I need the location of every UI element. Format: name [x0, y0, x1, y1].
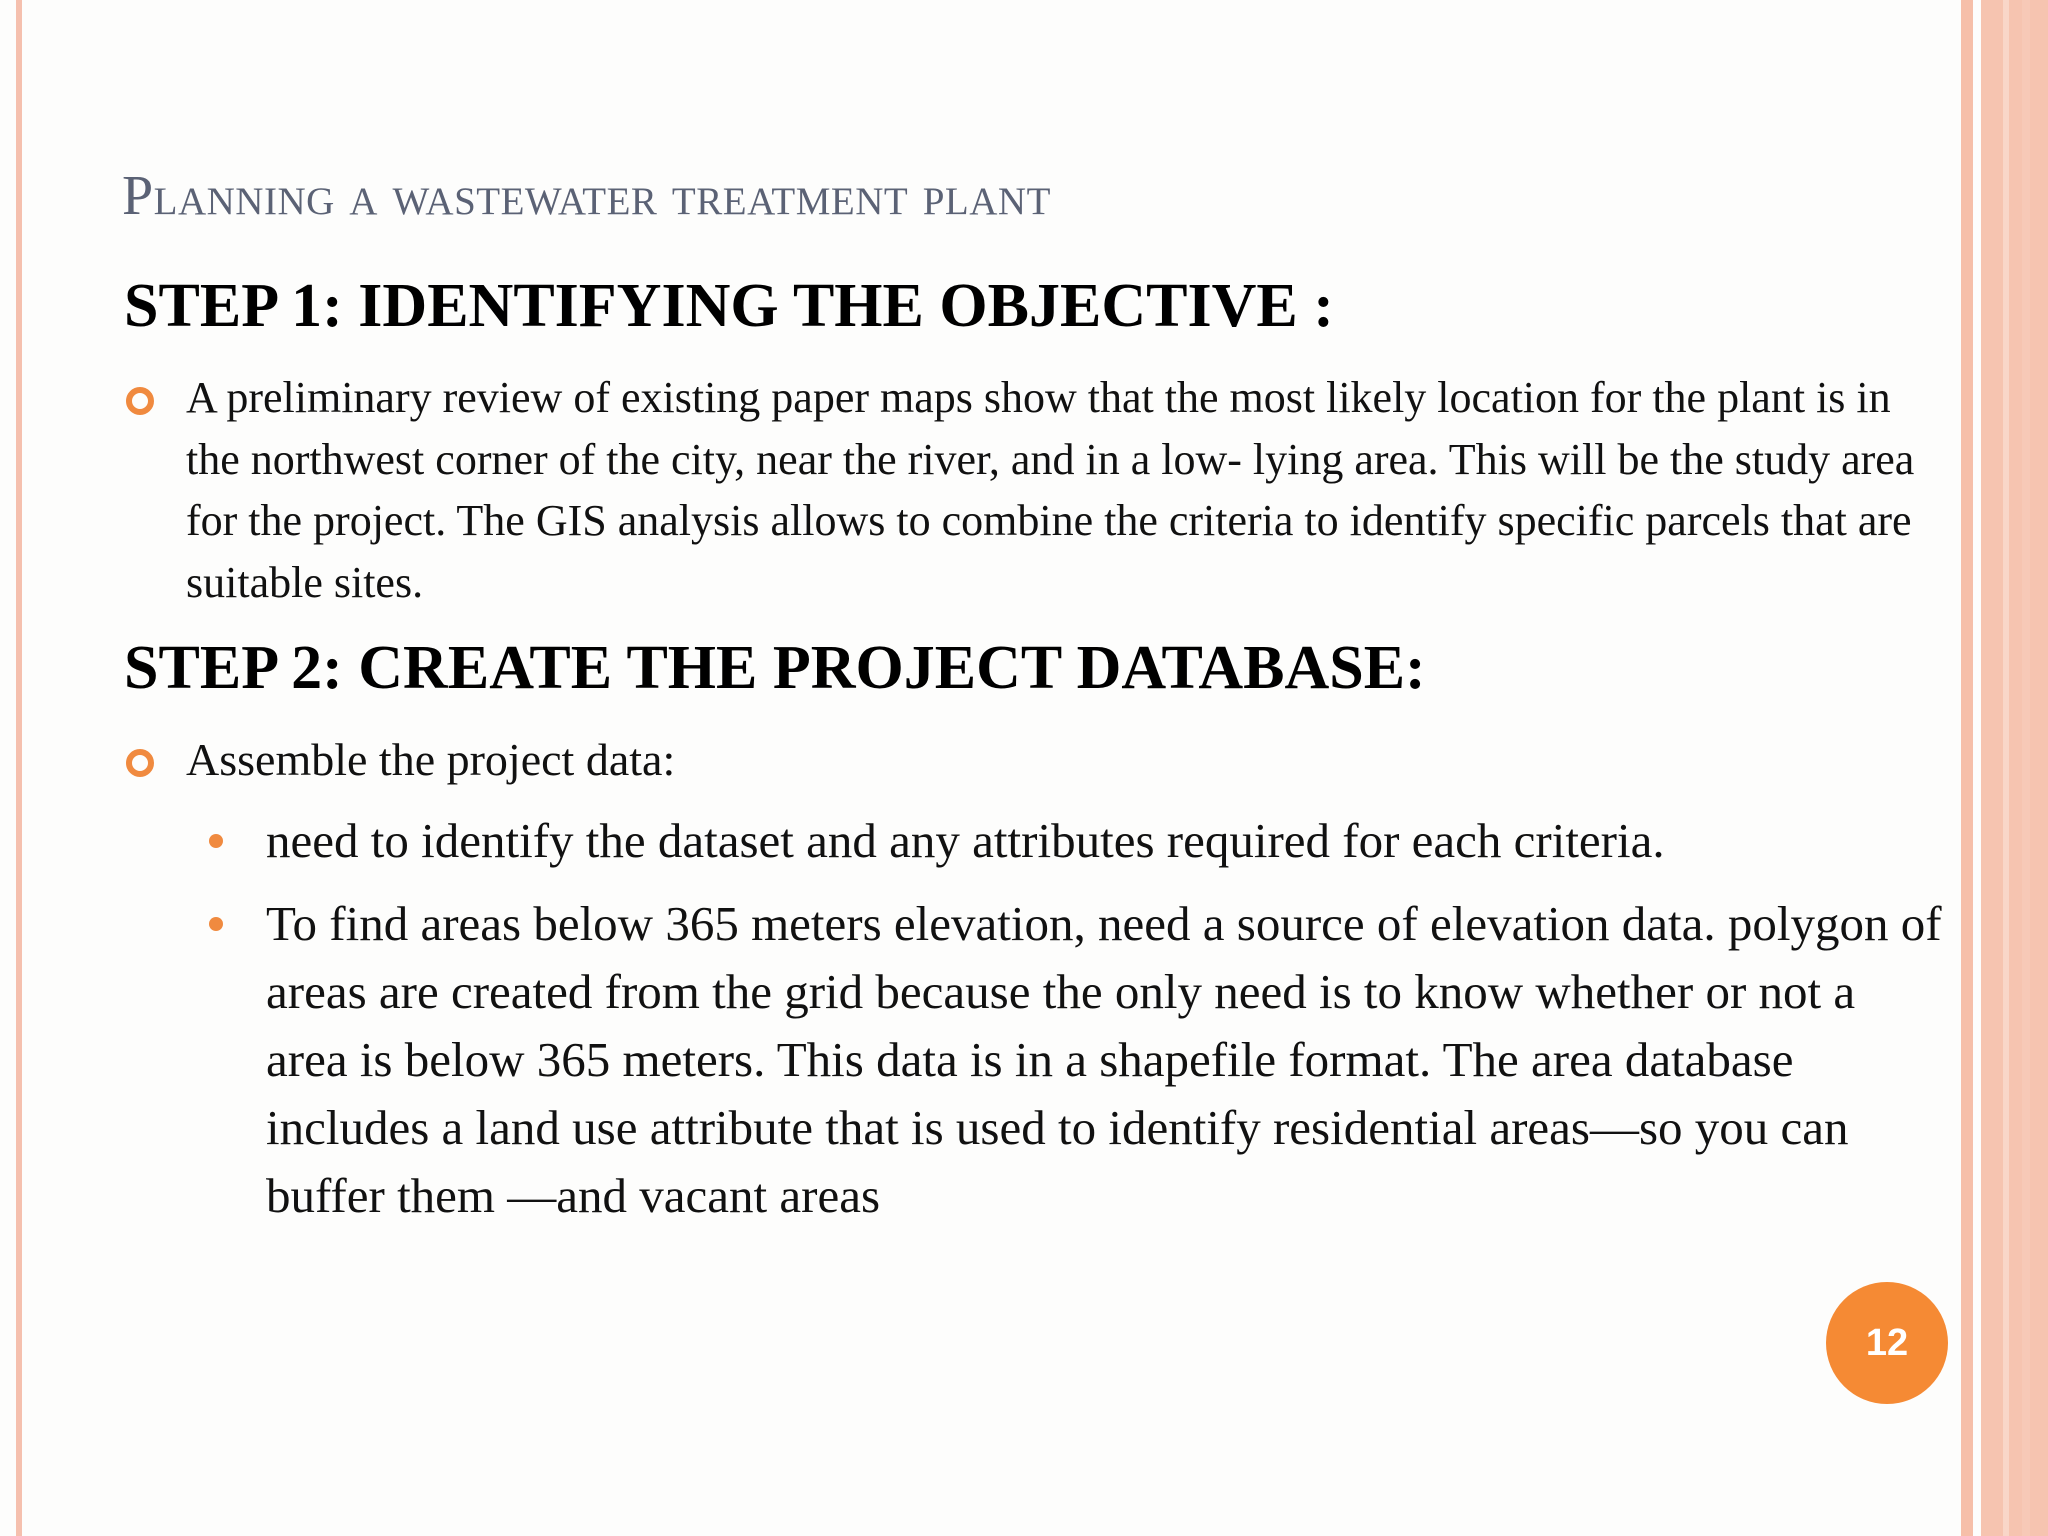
right-border-band [1981, 0, 2048, 1536]
page-number-badge: 12 [1826, 1282, 1948, 1404]
step2-bullet-text: Assemble the project data: [186, 734, 676, 785]
sub-bullet [266, 807, 1946, 875]
step2-bullet [186, 730, 1926, 790]
ring-bullet-icon [126, 749, 154, 777]
right-border-highlight [2003, 0, 2009, 1536]
left-border-stripe [16, 0, 22, 1536]
right-border-stripe-inner [2022, 0, 2030, 1536]
step2-heading: STEP 2: CREATE THE PROJECT DATABASE: [124, 634, 1426, 702]
right-border-stripe [1961, 0, 1973, 1536]
sub-bullet-text: To find areas below 365 meters elevation, need a source of elevation data. polygon of areas are created from the grid because the only need is to know whether or not a area is below 365 meters. This data is in a shapefile format. The area database includes a land use attribute that is used to identify residential areas—so you can buffer them —and vacant areas [266, 896, 1942, 1223]
slide-title: Planning a wastewater treatment plant [122, 165, 1051, 227]
ring-bullet-icon [126, 387, 154, 415]
step1-bullet [186, 367, 1926, 613]
dot-bullet-icon [209, 834, 223, 848]
sub-bullet-text: need to identify the dataset and any attributes required for each criteria. [266, 813, 1665, 868]
dot-bullet-icon [209, 917, 223, 931]
step1-heading: STEP 1: IDENTIFYING THE OBJECTIVE : [124, 272, 1334, 340]
step1-bullet-text: A preliminary review of existing paper maps show that the most likely location for the plant is in the northwest corner of the city, near the river, and in a low- lying area. This will be the study area for the project. The GIS analysis allows to combine the criteria to identify specific parcels that are suitable sites. [186, 373, 1915, 607]
sub-bullet [266, 890, 1946, 1230]
